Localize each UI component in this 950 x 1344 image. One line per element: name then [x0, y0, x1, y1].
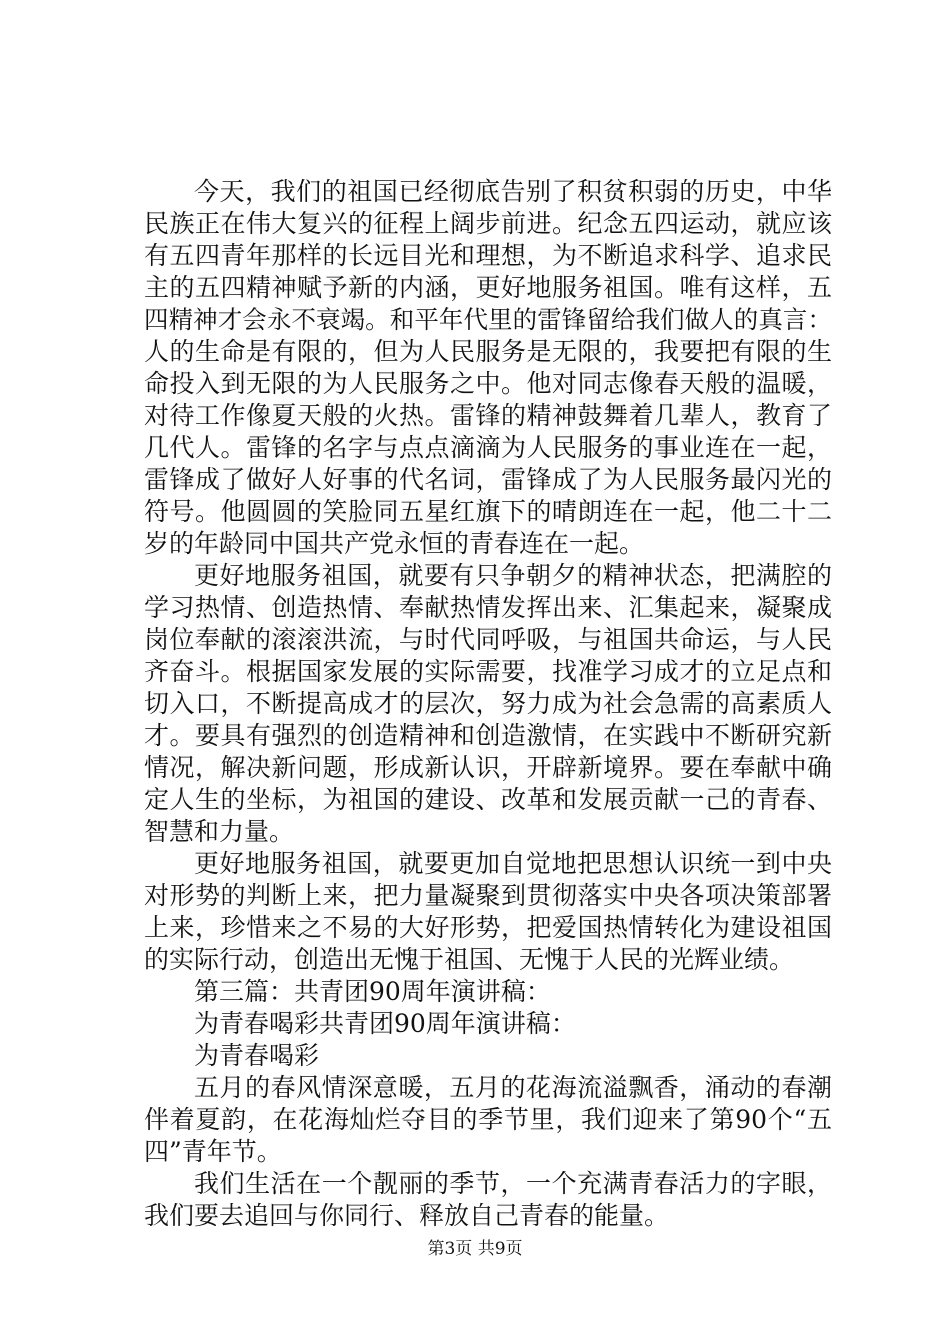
text-line: 有五四青年那样的长远目光和理想，为不断追求科学、追求民	[144, 241, 832, 270]
text-line: 才。要具有强烈的创造精神和创造激情，在实践中不断研究新	[144, 721, 832, 750]
page-footer: 第3页 共9页	[427, 1239, 523, 1259]
text-line: 定人生的坐标，为祖国的建设、改革和发展贡献一己的青春、	[144, 785, 832, 814]
text-line: 更好地服务祖国，就要更加自觉地把思想认识统一到中央	[194, 849, 832, 878]
document-body	[144, 176, 832, 1232]
text-line: 切入口，不断提高成才的层次，努力成为社会急需的高素质人	[144, 689, 832, 718]
text-line: 情况，解决新问题，形成新认识，开辟新境界。要在奉献中确	[144, 753, 832, 782]
text-line: 四精神才会永不衰竭。和平年代里的雷锋留给我们做人的真言：	[144, 305, 832, 334]
text-line: 符号。他圆圆的笑脸同五星红旗下的晴朗连在一起，他二十二	[144, 497, 832, 526]
text-line: 为青春喝彩	[194, 1041, 320, 1070]
text-line: 民族正在伟大复兴的征程上阔步前进。纪念五四运动，就应该	[144, 209, 832, 238]
text-line: 雷锋成了做好人好事的代名词，雷锋成了为人民服务最闪光的	[144, 465, 832, 494]
text-line: 四”青年节。	[144, 1137, 282, 1166]
text-line: 我们生活在一个靓丽的季节，一个充满青春活力的字眼，	[194, 1169, 832, 1198]
text-line: 岗位奉献的滚滚洪流，与时代同呼吸，与祖国共命运，与人民	[144, 625, 832, 654]
text-line: 岁的年龄同中国共产党永恒的青春连在一起。	[144, 529, 645, 558]
text-line: 学习热情、创造热情、奉献热情发挥出来、汇集起来，凝聚成	[144, 593, 832, 622]
text-line: 对待工作像夏天般的火热。雷锋的精神鼓舞着几辈人，教育了	[144, 401, 832, 430]
text-line: 上来，珍惜来之不易的大好形势，把爱国热情转化为建设祖国	[144, 913, 832, 942]
text-line: 命投入到无限的为人民服务之中。他对同志像春天般的温暖，	[144, 369, 832, 398]
text-line: 主的五四精神赋予新的内涵，更好地服务祖国。唯有这样，五	[144, 273, 832, 302]
text-line: 智慧和力量。	[144, 817, 295, 846]
text-line: 更好地服务祖国，就要有只争朝夕的精神状态，把满腔的	[194, 561, 832, 590]
text-line: 我们要去追回与你同行、释放自己青春的能量。	[144, 1201, 670, 1230]
text-line: 五月的春风情深意暖，五月的花海流溢飘香，涌动的春潮	[194, 1073, 832, 1102]
text-line: 的实际行动，创造出无愧于祖国、无愧于人民的光辉业绩。	[144, 945, 795, 974]
text-line: 齐奋斗。根据国家发展的实际需要，找准学习成才的立足点和	[144, 657, 832, 686]
text-line: 第三篇：共青团90周年演讲稿：	[194, 977, 551, 1006]
text-line: 对形势的判断上来，把力量凝聚到贯彻落实中央各项决策部署	[144, 881, 832, 910]
text-line: 几代人。雷锋的名字与点点滴滴为人民服务的事业连在一起，	[144, 433, 832, 462]
text-line: 伴着夏韵，在花海灿烂夺目的季节里，我们迎来了第90个“五	[144, 1105, 832, 1134]
text-line: 人的生命是有限的，但为人民服务是无限的，我要把有限的生	[144, 337, 832, 366]
text-line: 今天，我们的祖国已经彻底告别了积贫积弱的历史，中华	[194, 177, 832, 206]
text-line: 为青春喝彩共青团90周年演讲稿：	[194, 1009, 576, 1038]
